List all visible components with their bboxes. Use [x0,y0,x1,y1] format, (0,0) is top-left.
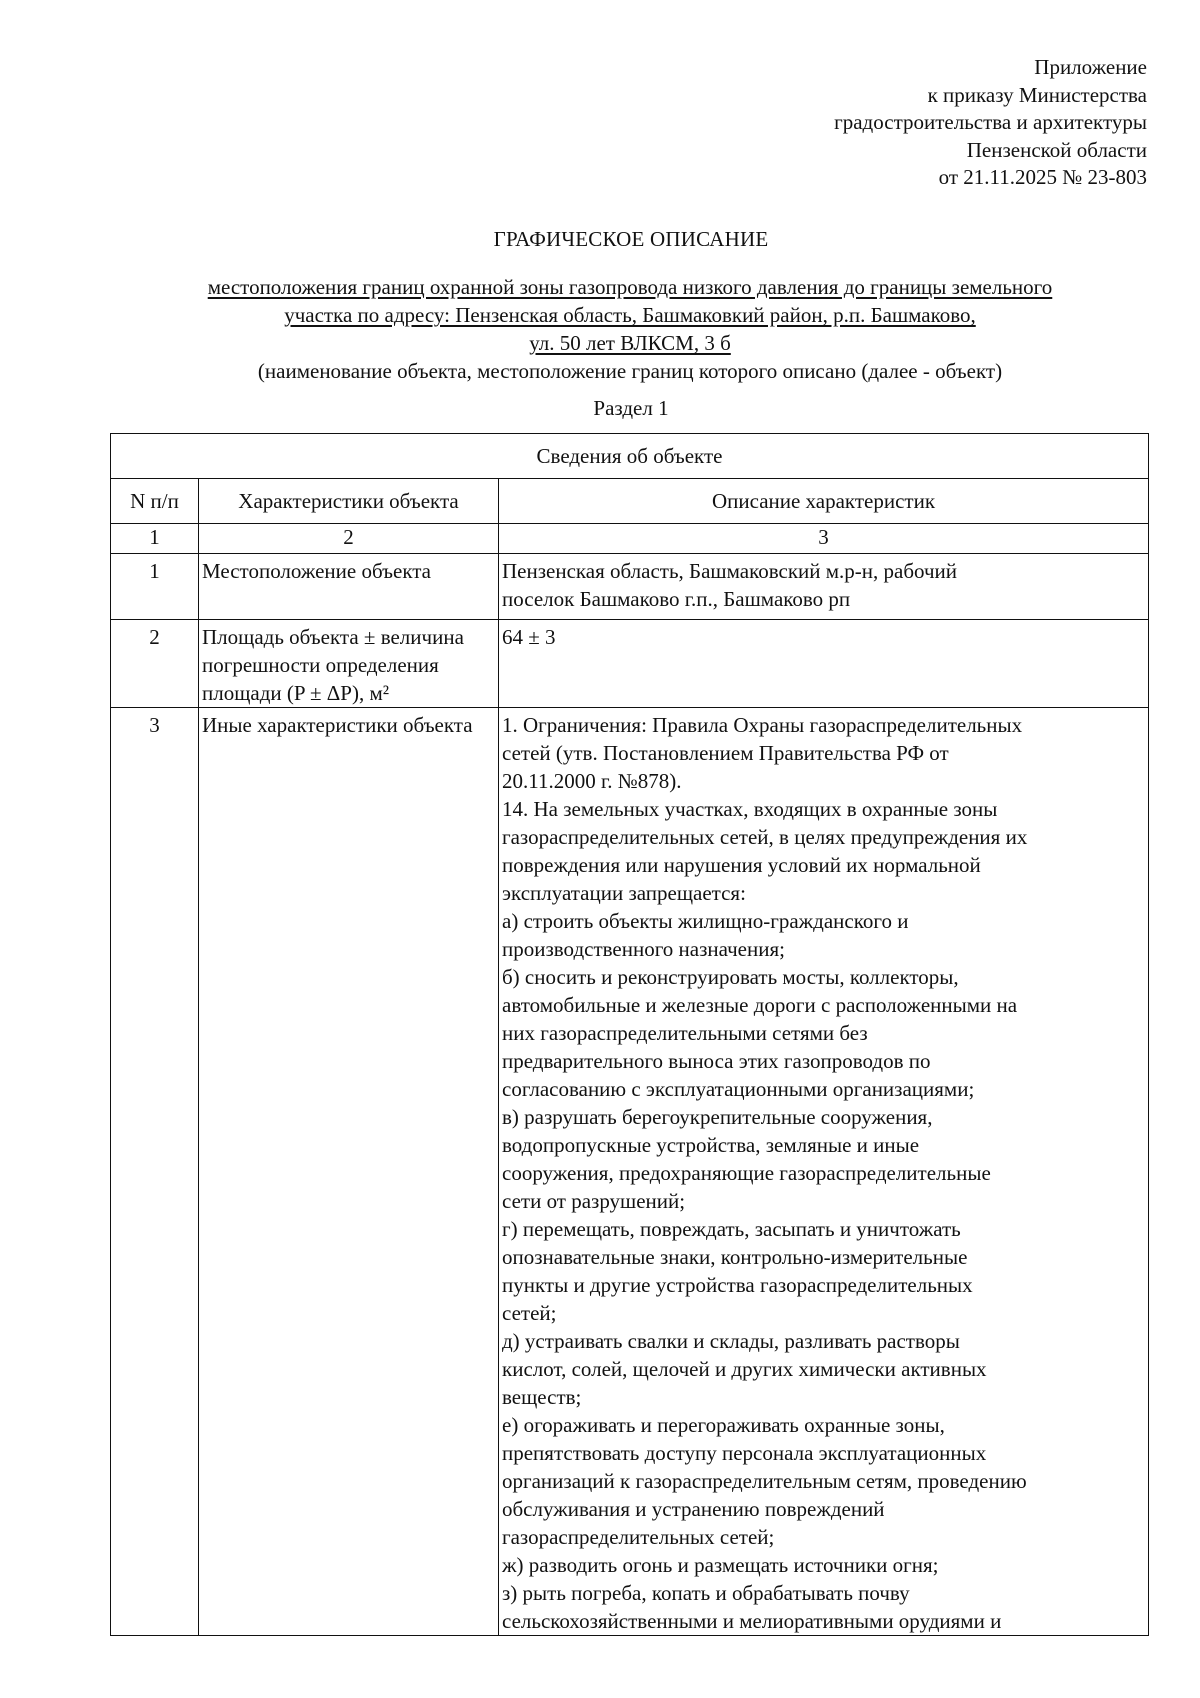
approval-line: Пензенской области [966,137,1147,162]
document-title: ГРАФИЧЕСКОЕ ОПИСАНИЕ [493,227,769,251]
object-info-table [110,433,1149,1636]
cell-line: Местоположение объекта [202,559,432,583]
cell-line: организаций к газораспределительным сетям, проведению [502,1469,1027,1493]
row-characteristic [199,554,499,620]
table-row [111,708,1149,1636]
cell-line: опознавательные знаки, контрольно-измерительные [502,1245,968,1269]
table-row [111,620,1149,708]
header-characteristic: Характеристики объекта [199,479,499,524]
cell-line: согласованию с эксплуатационными организациями; [502,1077,975,1101]
cell-line: 64 ± 3 [502,625,556,649]
row-number: 2 [111,620,199,708]
cell-line: кислот, солей, щелочей и других химически активных [502,1357,987,1381]
approval-line: Приложение [1034,55,1147,79]
cell-line: обслуживания и устранению повреждений [502,1497,885,1521]
cell-line: сетей; [502,1301,557,1325]
approval-line: градостроительства и архитектуры [834,110,1147,134]
object-name-line: ул. 50 лет ВЛКСМ, 3 б [529,331,731,355]
cell-line: эксплуатации запрещается: [502,881,746,905]
row-description [499,554,1149,620]
cell-line: автомобильные и железные дороги с расположенными на [502,993,1018,1017]
cell-line: сооружения, предохраняющие газораспределительные [502,1161,991,1185]
cell-line: д) устраивать свалки и склады, разливать растворы [502,1329,960,1353]
cell-line: повреждения или нарушения условий их нормальной [502,853,981,877]
object-name-block [60,273,1200,385]
cell-line: газораспределительных сетей; [502,1525,775,1549]
cell-line: 14. На земельных участках, входящих в охранные зоны [502,797,998,821]
cell-line: а) строить объекты жилищно-гражданского и [502,909,909,933]
object-name-line: местоположения границ охранной зоны газопровода низкого давления до границы земельного [207,275,1053,299]
row-characteristic [199,620,499,708]
cell-line: площади (P ± ΔP), м² [202,681,390,705]
cell-line: газораспределительных сетей, в целях предупреждения их [502,825,1028,849]
cell-line: Пензенская область, Башмаковский м.р-н, рабочий [502,559,958,583]
row-number: 3 [111,708,199,1636]
row-description [499,620,1149,708]
header-number: N п/п [111,479,199,524]
column-number: 3 [499,524,1149,554]
cell-line: погрешности определения [202,653,439,677]
cell-line: сети от разрушений; [502,1189,686,1213]
cell-line: з) рыть погреба, копать и обрабатывать почву [502,1581,910,1605]
cell-line: предварительного выноса этих газопроводов по [502,1049,931,1073]
table-row [111,554,1149,620]
cell-line: 1. Ограничения: Правила Охраны газораспределительных [502,713,1023,737]
approval-line: к приказу Министерства [927,82,1147,107]
column-number: 2 [199,524,499,554]
cell-line: Площадь объекта ± величина [202,625,464,649]
cell-line: 20.11.2000 г. №878). [502,769,682,793]
cell-line: Иные характеристики объекта [202,713,473,737]
object-name-line: участка по адресу: Пензенская область, Башмаковкий район, р.п. Башмаково, [284,303,976,327]
header-description: Описание характеристик [499,479,1149,524]
column-number: 1 [111,524,199,554]
cell-line: ж) разводить огонь и размещать источники огня; [502,1553,939,1577]
object-name-hint: (наименование объекта, местоположение границ которого описано (далее - объект) [257,359,1003,383]
row-number: 1 [111,554,199,620]
cell-line: пункты и другие устройства газораспределительных [502,1273,973,1297]
table-caption: Сведения об объекте [111,434,1149,479]
cell-line: б) сносить и реконструировать мосты, коллекторы, [502,965,959,989]
cell-line: сельскохозяйственными и мелиоративными орудиями и [502,1609,1002,1633]
row-characteristic [199,708,499,1636]
approval-block [834,54,1147,192]
cell-line: сетей (утв. Постановлением Правительства РФ от [502,741,949,765]
cell-line: е) огораживать и перегораживать охранные зоны, [502,1413,945,1437]
cell-line: препятствовать доступу персонала эксплуатационных [502,1441,987,1465]
section-title: Раздел 1 [593,396,669,420]
cell-line: производственного назначения; [502,937,785,961]
cell-line: них газораспределительными сетями без [502,1021,868,1045]
cell-line: поселок Башмаково г.п., Башмаково рп [502,587,851,611]
cell-line: в) разрушать берегоукрепительные сооружения, [502,1105,933,1129]
row-description [499,708,1149,1636]
approval-line: от 21.11.2025 № 23-803 [938,165,1147,189]
cell-line: веществ; [502,1385,582,1409]
cell-line: водопропускные устройства, земляные и иные [502,1133,920,1157]
cell-line: г) перемещать, повреждать, засыпать и уничтожать [502,1217,961,1241]
